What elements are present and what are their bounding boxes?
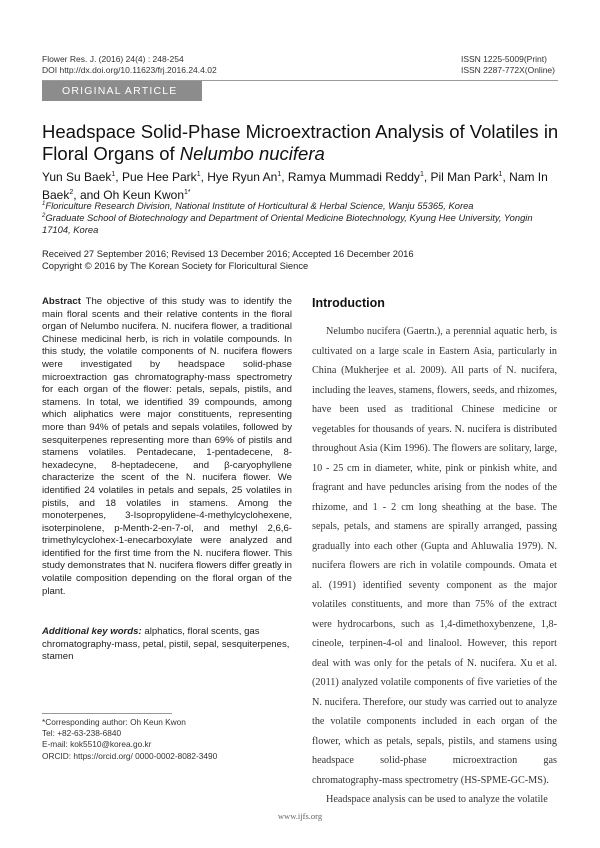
author-affiliation-mark: 2 bbox=[69, 189, 74, 196]
orcid-link[interactable]: ORCID: https://orcid.org/ 0000-0002-8082-3490 bbox=[42, 750, 218, 761]
abstract-label: Abstract bbox=[42, 296, 81, 307]
article-type-badge: ORIGINAL ARTICLE bbox=[42, 81, 202, 101]
doi-link[interactable]: DOI http://dx.doi.org/10.11623/frj.2016.24.4.02 bbox=[42, 65, 217, 75]
history-block bbox=[42, 248, 562, 272]
journal-header bbox=[42, 54, 217, 76]
affiliation-1: $^1$Floriculture Research Division, National Institute of Horticultural & Herbal Science, Wanju 55365, Korea bbox=[42, 200, 474, 211]
abstract bbox=[42, 296, 292, 598]
title-main: Headspace Solid-Phase Microextraction Analysis of Volatiles in Floral Organs of bbox=[42, 121, 559, 164]
issn-print: ISSN 1225-5009(Print) bbox=[460, 54, 547, 64]
footnote-divider bbox=[42, 713, 172, 714]
intro-paragraph: Nelumbo nucifera (Gaertn.), a perennial aquatic herb, is cultivated on a large scale in Eastern Asia, particularly in China (Mukherjee et al. 2009). All parts of N. nucifera, including the leaves, stamens, flowers, seeds, and rhizomes, have been used as traditional Chinese medicine or vegetables for thousands of years. N. nucifera is distributed throughout Asia (Kim 1996). The flowers are solitary, large, 10 - 25 cm in diameter, white, pink or pinkish white, and fragrant and have peduncles arising from the nodes of the rhizome, and 1 - 2 cm long sheathing at the base. The sepals, petals, and stamens are spirally arranged, passing gradually into each other (Gupta and Ahluwalia 1979). N. nucifera flowers are rich in volatile compounds. Omata et al. (1991) identified seventy component as the major volatiles constituents, and more than 75% of the extract were hydrocarbons, such as 1,4-dimethoxybenzene, 1,8-cineole, terpinen-4-ol and linalool. However, this report deal with was only for the petals of N. nucifera. Xu et al. (2011) analyzed volatile components of five varieties of the N. nucifera. Therefore, our study was carried out to analyze the volatile components included in each organ of the flower, which as petals, sepals, pistils, and stamens using headspace solid-phase microextraction gas chromatography-mass spectrometry (HS-SPME-GC-MS). bbox=[312, 326, 557, 786]
issn-online: ISSN 2287-772X(Online) bbox=[460, 65, 555, 75]
page-footer-url[interactable]: www.ijfs.org bbox=[277, 811, 323, 821]
author-name: Pil Man Park bbox=[430, 170, 499, 184]
intro-paragraph: Headspace analysis can be used to analyze the volatile bbox=[326, 794, 548, 805]
email-link[interactable]: E-mail: kok5510@korea.go.kr bbox=[42, 739, 152, 750]
telephone: Tel: +82-63-238-6840 bbox=[42, 728, 122, 739]
author-name: and Oh Keun Kwon bbox=[79, 188, 185, 202]
author-list: Yun Su Baek$^1$, Pue Hee Park$^1$, Hye Ryun An$^1$, Ramya Mummadi Reddy$^1$, Pil Man Park$^1$, Nam In Baek$^2$, and Oh Keun Kwon$^{1*}$ bbox=[42, 170, 548, 202]
article-title bbox=[42, 121, 562, 165]
title-species: Nelumbo nucifera bbox=[179, 143, 325, 164]
author-affiliation-mark: 1 bbox=[498, 171, 503, 178]
corresponding-author: *Corresponding author: Oh Keun Kwon bbox=[42, 717, 186, 727]
introduction-heading: Introduction bbox=[312, 296, 385, 310]
introduction-body bbox=[312, 322, 557, 810]
author-affiliation-mark: 1 bbox=[111, 171, 116, 178]
abstract-text: The objective of this study was to identify the main floral scents and their relative contents in the floral organ of Nelumbo nucifera. N. nucifera flower, a traditional Chinese medicinal herb, is rich in volatile compounds. In this study, the volatile components of N. nucifera flowers were investigated by headspace solid-phase microextraction gas chromatography-mass spectrometry for each organ of the flower: petals, sepals, pistils, and stamens. In total, we identified 39 compounds, among which aliphatics were major constituents, representing more than 94% of petals and sepals volatiles, followed by sesquiterpenes representing more than 69% of pistils and stamens volatiles. Pentadecane, 1-pentadecene, 8-hexadecyne, 8-heptadecene, and β-caryophyllene characterize the scent of the N. nucifera flower. We identified 24 volatiles in petals and sepals, 25 volatiles in pistils, and 18 volatiles in stamens. Among the monoterpenes, 3-Isopropylidene-4-methylcyclohexene, isoterpinolene, p-Menth-2-en-7-ol, and methyl 2,6,6-trimethylcyclohex-1-enecarboxylate were analyzed and identified for the first time from the N. nucifera flower. This study demonstrates that N. nucifera flowers differ greatly in volatile composition depending on the floral organ of the plant. bbox=[42, 296, 292, 597]
author-name: Pue Hee Park bbox=[121, 170, 197, 184]
keywords-label: Additional key words: bbox=[42, 626, 142, 637]
author-name: Hye Ryun An bbox=[207, 170, 278, 184]
author-affiliation-mark: 1* bbox=[184, 189, 191, 196]
issn-block bbox=[461, 54, 555, 76]
corresponding-author-footnote bbox=[42, 717, 292, 762]
author-name: Ramya Mummadi Reddy bbox=[287, 170, 420, 184]
copyright-line: Copyright © 2016 by The Korean Society for Floricultural Sience bbox=[42, 260, 309, 271]
journal-citation: Flower Res. J. (2016) 24(4) : 248-254 bbox=[42, 54, 184, 64]
affiliations bbox=[42, 200, 562, 236]
author-affiliation-mark: 1 bbox=[196, 171, 201, 178]
author-name: Nam In Baek bbox=[42, 170, 548, 202]
author-affiliation-mark: 1 bbox=[419, 171, 424, 178]
received-dates: Received 27 September 2016; Revised 13 December 2016; Accepted 16 December 2016 bbox=[42, 248, 414, 259]
author-affiliation-mark: 1 bbox=[277, 171, 282, 178]
keywords bbox=[42, 626, 292, 664]
keywords-text: alphatics, floral scents, gas chromatography-mass, petal, pistil, sepal, sesquiterpenes, stamen bbox=[42, 626, 290, 663]
affiliation-2: $^2$Graduate School of Biotechnology and Department of Oriental Medicine Biotechnology, Kyung Hee University, Yongin 17104, Korea bbox=[42, 212, 533, 235]
author-name: Yun Su Baek bbox=[42, 170, 112, 184]
